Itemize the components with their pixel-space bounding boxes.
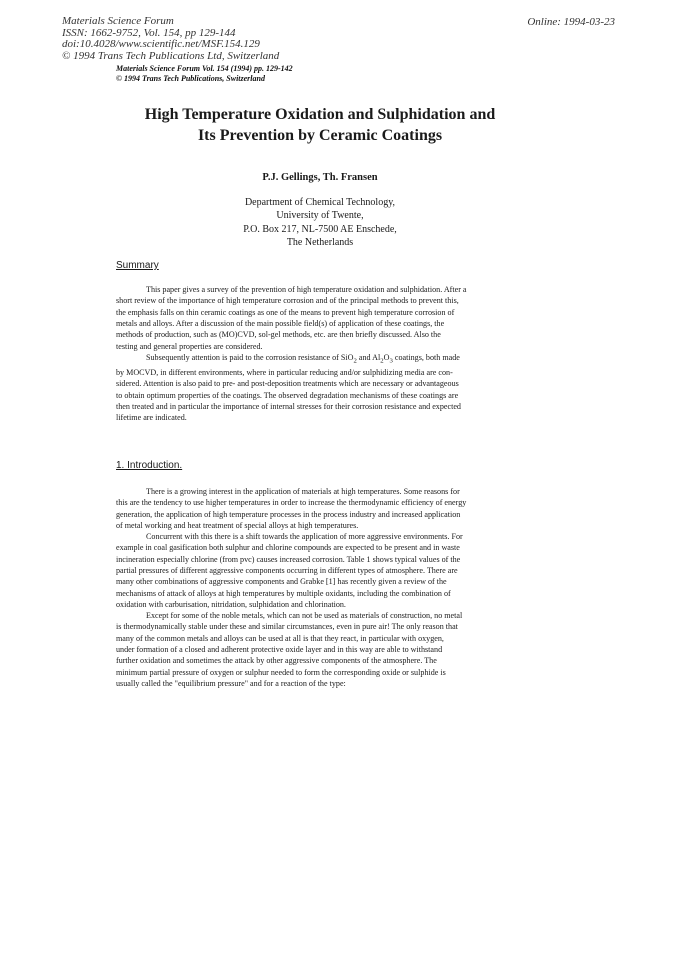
publisher-stamp	[62, 16, 279, 62]
text-segment: and Al	[356, 353, 381, 362]
text-line: this are the tendency to use higher temperatures in order to increase the thermodynamic efficiency of energy	[116, 498, 467, 508]
online-date: Online: 1994-03-23	[527, 16, 615, 28]
text-line: sidered. Attention is also paid to pre- and post-deposition treatments which are necessary or advantageous	[116, 379, 459, 389]
text-segment: O	[383, 353, 390, 362]
text-line: example in coal gasification both sulphur and chlorine compounds are expected to be present and in waste	[116, 543, 460, 553]
text-line: short review of the importance of high temperature corrosion and of the principal methods to prevent this,	[116, 296, 459, 306]
text-line: mechanisms of attack of alloys at high temperatures by multiple oxidants, including the combination of	[116, 588, 451, 598]
text-line: This paper gives a survey of the prevention of high temperature oxidation and sulphidation. After a	[146, 285, 467, 294]
introduction-paragraph-3	[116, 610, 526, 689]
introduction-heading: 1. Introduction.	[116, 460, 183, 471]
text-line: further oxidation and sometimes the attack by other aggressive components of the atmosphere. The	[116, 656, 437, 666]
text-line: under formation of a closed and adherent protective oxide layer and in this way are able to withstand	[116, 645, 443, 655]
subscript: 2	[353, 357, 357, 365]
text-line: then treated and in particular the importance of internal stresses for their corrosion resistance and expected	[116, 401, 461, 411]
stamp-copyright: © 1994 Trans Tech Publications Ltd, Switzerland	[62, 49, 280, 62]
text-line: to obtain optimum properties of the coatings. The observed degradation mechanisms of these coatings are	[116, 390, 459, 400]
text-line: lifetime are indicated.	[116, 413, 187, 423]
text-line: metals and alloys. After a discussion of the main possible field(s) of application of these coatings, the	[116, 319, 445, 329]
paper-title	[90, 104, 550, 146]
title-line-2: Its Prevention by Ceramic Coatings	[197, 127, 443, 144]
original-header-copyright: © 1994 Trans Tech Publications, Switzerland	[116, 74, 265, 83]
text-segment: Subsequently attention is paid to the corrosion resistance of SiO	[146, 353, 354, 362]
title-line-1: High Temperature Oxidation and Sulphidation and	[144, 106, 496, 123]
text-line: Concurrent with this there is a shift towards the application of more aggressive environments. For	[146, 532, 463, 541]
stamp-doi: doi:10.4028/www.scientific.net/MSF.154.129	[62, 38, 260, 50]
text-line: usually called the "equilibrium pressure" and for a reaction of the type:	[116, 679, 346, 689]
affiliation	[90, 196, 550, 249]
text-segment: coatings, both made	[392, 353, 460, 362]
text-line: is thermodynamically stable under these and similar circumstances, even in pure air! The only reason that	[116, 622, 458, 632]
text-line: of metal working and heat treatment of special alloys at high temperatures.	[116, 521, 359, 531]
original-header-journal: Materials Science Forum Vol. 154 (1994) pp. 129-142	[116, 64, 293, 73]
stamp-journal: Materials Science Forum	[62, 15, 174, 27]
text-line: incineration especially chlorine (from pvc) causes increased corrosion. Table 1 shows typical values of the	[116, 554, 461, 564]
summary-paragraph-2	[116, 352, 526, 424]
stamp-issn: ISSN: 1662-9752, Vol. 154, pp 129-144	[62, 26, 236, 39]
subscript: 3	[389, 357, 393, 365]
text-line: generation, the application of high temperature processes in the process industry and increased application	[116, 509, 461, 519]
affiliation-department: Department of Chemical Technology,	[244, 197, 396, 208]
summary-paragraph-1	[116, 284, 526, 352]
affiliation-country: The Netherlands	[286, 236, 354, 248]
text-line	[116, 352, 526, 367]
text-line: many of the common metals and alloys can be used at all is that they react, in particular with oxygen,	[116, 633, 444, 643]
text-line: methods of production, such as (MO)CVD, sol-gel methods, etc. are then briefly discussed. Also the	[116, 330, 441, 340]
authors: P.J. Gellings, Th. Fransen	[262, 172, 378, 183]
affiliation-address: P.O. Box 217, NL-7500 AE Enschede,	[243, 223, 397, 235]
affiliation-university: University of Twente,	[276, 210, 364, 222]
text-line: by MOCVD, in different environments, where in particular reducing and/or sulphidizing media are con-	[116, 367, 453, 377]
introduction-paragraph-1	[116, 486, 526, 531]
text-line: partial pressures of different aggressive components occurring in different types of atmosphere. There are	[116, 566, 458, 576]
subscript: 2	[380, 357, 384, 365]
text-line: the emphasis falls on thin ceramic coatings as one of the means to prevent high temperature corrosion of	[116, 307, 455, 317]
summary-heading: Summary	[116, 260, 159, 271]
original-header	[116, 64, 293, 84]
text-line: Except for some of the noble metals, which can not be used as materials of construction, no metal	[146, 611, 463, 620]
text-line: testing and general properties are considered.	[116, 341, 263, 351]
text-line: oxidation with carburisation, nitridation, sulphidation and chlorination.	[116, 600, 346, 610]
text-line: There is a growing interest in the application of materials at high temperatures. Some reasons for	[146, 487, 460, 496]
text-line: many other combinations of aggressive components and Grabke [1] has recently given a review of the	[116, 577, 447, 587]
text-line: minimum partial pressure of oxygen or sulphur needed to form the corresponding oxide or sulphide is	[116, 667, 446, 677]
introduction-paragraph-2	[116, 531, 526, 610]
